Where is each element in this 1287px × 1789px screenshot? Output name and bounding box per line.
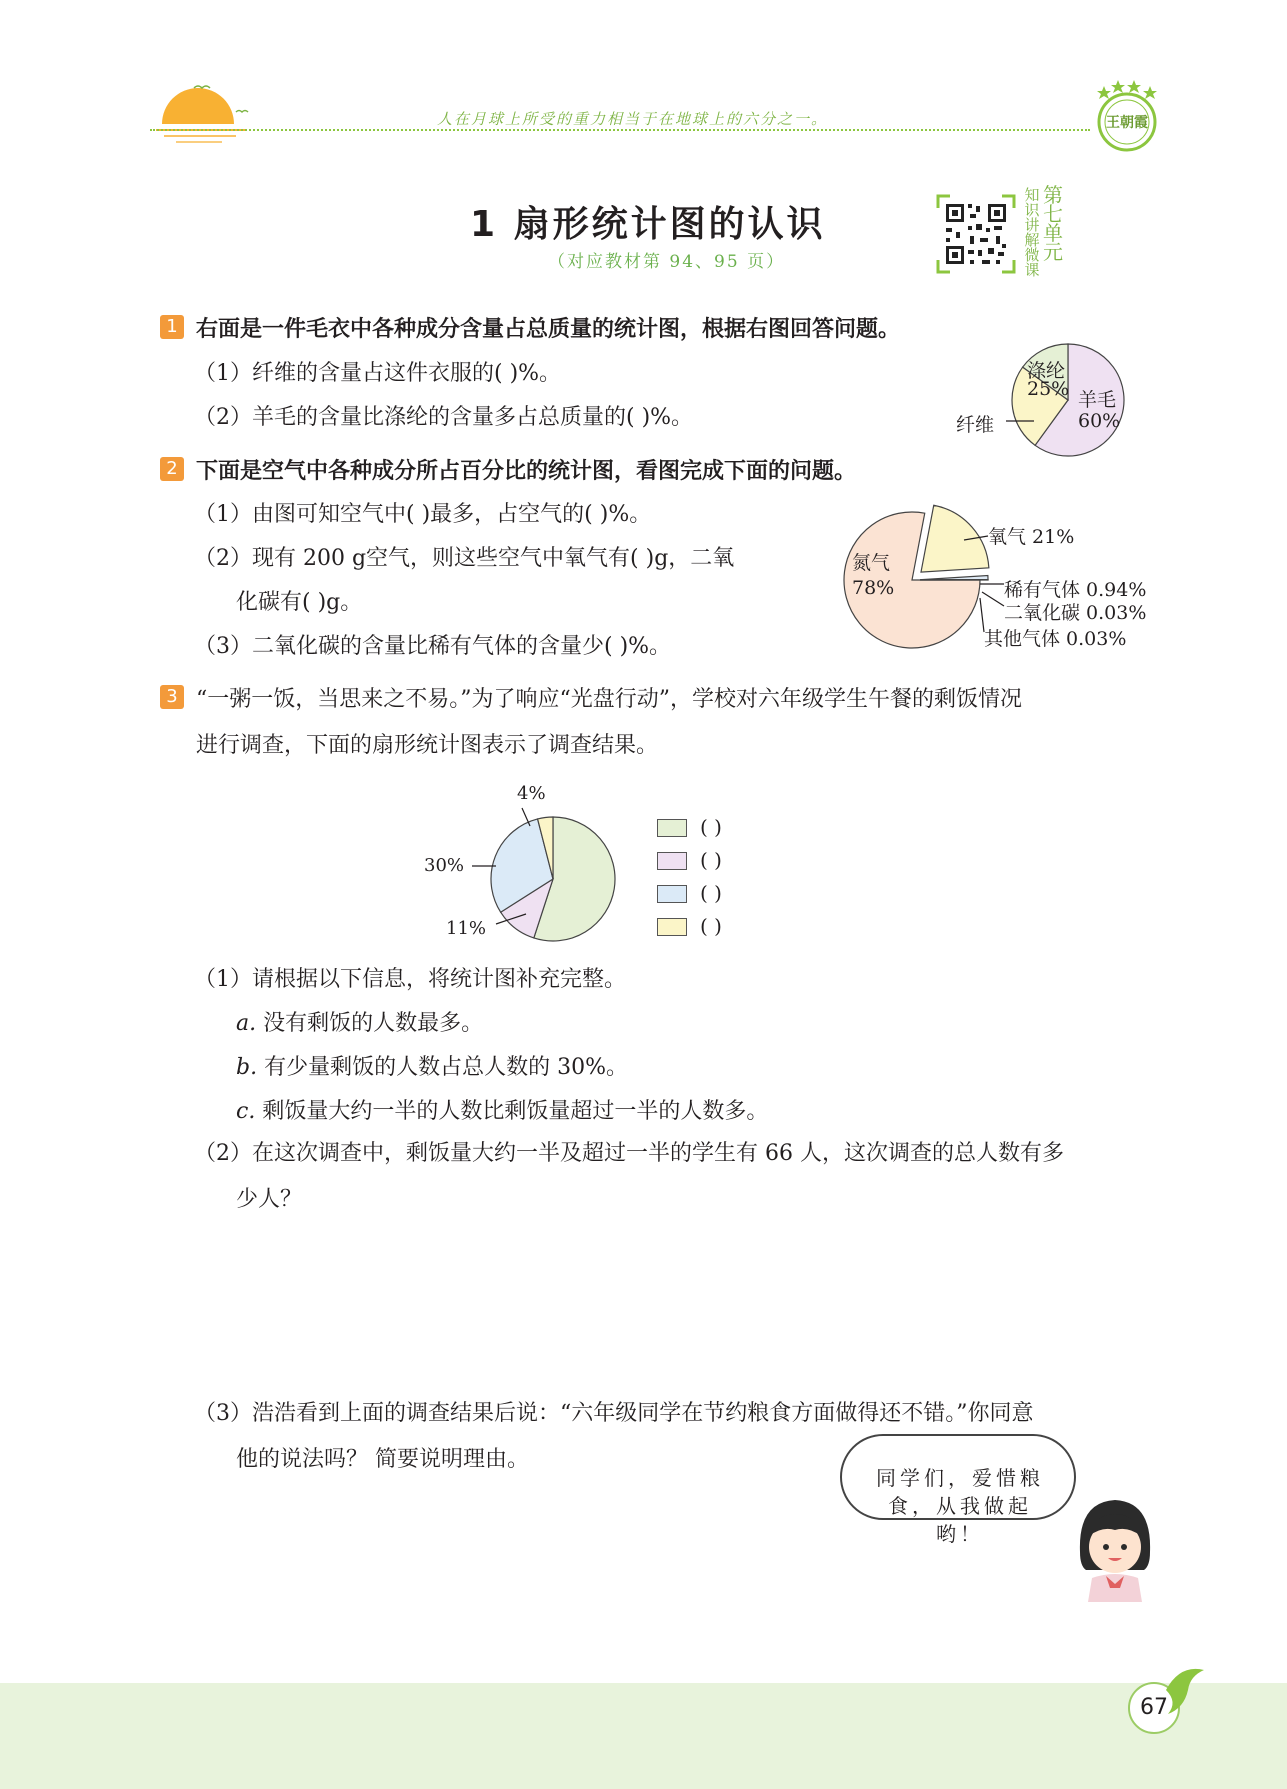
speech-bubble-text: 同学们，爱惜粮食，从我做起哟！ — [876, 1466, 1044, 1546]
leftover-label-4pct: 4% — [517, 783, 546, 804]
page-subtitle: （对应教材第 94、95 页） — [548, 252, 786, 272]
question-2-stem: 下面是空气中各种成分所占百分比的统计图，看图完成下面的问题。 — [196, 459, 857, 484]
question-2-number: 2 — [160, 457, 184, 481]
air-label-rare: 稀有气体 0.94% — [1004, 579, 1147, 601]
sun-logo — [150, 78, 260, 148]
footer-band — [0, 1683, 1287, 1789]
header-slogan: 人在月球上所受的重力相当于在地球上的六分之一。 — [437, 110, 829, 128]
question-2-part-3: （3）二氧化碳的含量比稀有气体的含量少( )%。 — [194, 634, 672, 659]
side-note-unit: 第七单元 — [1043, 183, 1063, 264]
question-3-part-2-line-1: （2）在这次调查中，剩饭量大约一半及超过一半的学生有 66 人，这次调查的总人数有多 — [194, 1141, 1064, 1166]
hint-a-text: 没有剩饭的人数最多。 — [263, 1011, 484, 1036]
sweater-label-polyester: 涤纶 — [1027, 360, 1066, 382]
side-note-micro-lesson: 知识讲解微课 — [1024, 186, 1040, 279]
hint-c — [236, 1094, 768, 1125]
leftover-leader-lines — [470, 800, 580, 940]
question-3-part-3-line-2: 他的说法吗？ 简要说明理由。 — [236, 1447, 529, 1472]
question-2-part-2: （2）现有 200 g空气，则这些空气中氧气有( )g，二氧 — [194, 546, 735, 571]
legend-blank-1: ( ) — [700, 815, 722, 839]
question-3-part-1: （1）请根据以下信息，将统计图补充完整。 — [194, 967, 626, 992]
page-number: 67 — [1128, 1682, 1180, 1734]
question-1-number: 1 — [160, 315, 184, 339]
page-title: 1 扇形统计图的认识 — [470, 204, 826, 245]
legend-swatch-yellow — [657, 918, 687, 936]
legend-blank-3: ( ) — [700, 881, 722, 905]
air-label-oxygen: 氧气 21% — [988, 526, 1075, 548]
hint-b-text: 有少量剩饭的人数占总人数的 30%。 — [264, 1055, 628, 1080]
legend-blank-2: ( ) — [700, 848, 722, 872]
leftover-label-11pct: 11% — [446, 918, 487, 939]
question-2-part-1: （1）由图可知空气中( )最多，占空气的( )%。 — [194, 502, 652, 527]
air-label-nitrogen: 氮气 — [852, 552, 891, 574]
air-leader-lines — [960, 522, 1010, 642]
question-2-part-2-cont: 化碳有( )g。 — [236, 590, 363, 615]
hint-c-letter: c. — [236, 1099, 256, 1124]
legend-swatch-purple — [657, 852, 687, 870]
girl-illustration — [1070, 1492, 1160, 1602]
legend-swatch-blue — [657, 885, 687, 903]
hint-a — [236, 1006, 483, 1037]
dolphin-icon — [1160, 1660, 1210, 1720]
question-3-stem-line-1: “一粥一饭，当思来之不易。”为了响应“光盘行动”，学校对六年级学生午餐的剩饭情况 — [196, 687, 1022, 712]
question-1-stem: 右面是一件毛衣中各种成分含量占总质量的统计图，根据右图回答问题。 — [196, 317, 901, 342]
hint-b — [236, 1050, 628, 1081]
sweater-label-wool: 羊毛 — [1078, 389, 1117, 411]
hint-b-letter: b. — [236, 1055, 258, 1080]
air-label-nitrogen-pct: 78% — [852, 577, 895, 599]
question-3-number: 3 — [160, 685, 184, 709]
question-3-stem-line-2: 进行调查，下面的扇形统计图表示了调查结果。 — [196, 733, 659, 758]
leftover-label-30pct: 30% — [424, 855, 465, 876]
sweater-fiber-leader — [1004, 418, 1036, 424]
sweater-label-wool-pct: 60% — [1078, 410, 1121, 432]
question-3-part-2-line-2: 少人？ — [236, 1187, 303, 1212]
air-label-other: 其他气体 0.03% — [984, 628, 1127, 650]
air-label-co2: 二氧化碳 0.03% — [1004, 602, 1147, 624]
legend-swatch-green — [657, 819, 687, 837]
question-1-part-2: （2）羊毛的含量比涤纶的含量多占总质量的( )%。 — [194, 405, 694, 430]
question-1-part-1: （1）纤维的含量占这件衣服的( )%。 — [194, 361, 562, 386]
question-3-part-3-line-1: （3）浩浩看到上面的调查结果后说：“六年级同学在节约粮食方面做得还不错。”你同意 — [194, 1401, 1034, 1426]
sweater-label-polyester-pct: 25% — [1027, 378, 1070, 400]
hint-a-letter: a. — [236, 1011, 257, 1036]
hint-c-text: 剩饭量大约一半的人数比剩饭量超过一半的人数多。 — [262, 1099, 769, 1124]
header-rule — [150, 129, 1090, 131]
qr-code[interactable] — [936, 194, 1016, 274]
sweater-label-fiber: 纤维 — [956, 414, 995, 436]
brand-seal-text: 王朝霞 — [1106, 115, 1148, 131]
legend-blank-4: ( ) — [700, 914, 722, 938]
